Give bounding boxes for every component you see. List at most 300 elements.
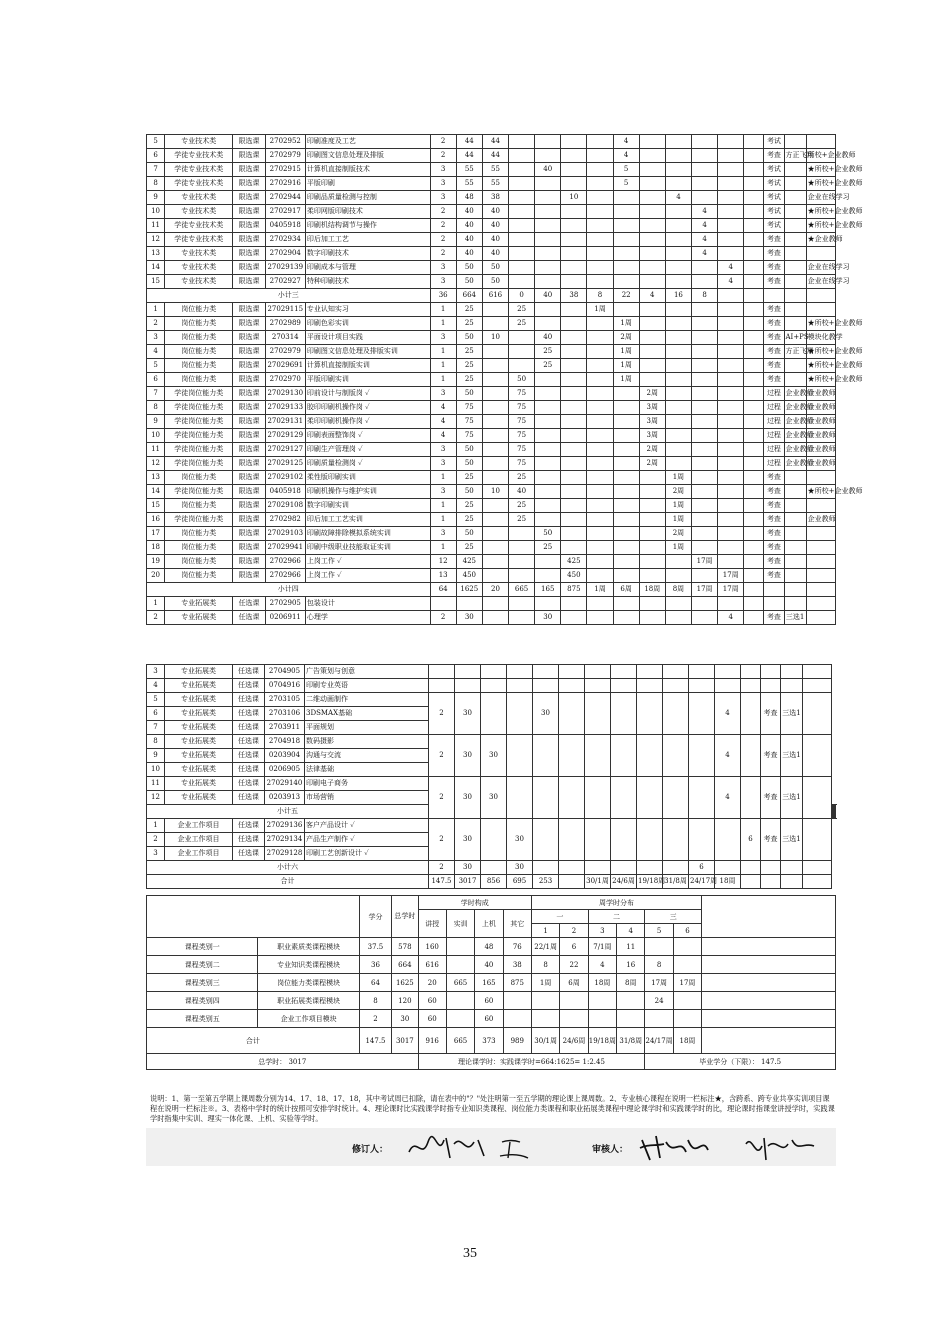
- table-cell: 2702915: [265, 163, 305, 177]
- table-cell: [692, 527, 718, 541]
- table-cell: 373: [475, 1028, 503, 1054]
- table-cell: 425: [456, 555, 482, 569]
- table-cell: [639, 569, 665, 583]
- table-cell: [561, 429, 587, 443]
- table-cell: 40: [482, 219, 508, 233]
- table-cell: 27029133: [265, 401, 305, 415]
- table-cell: 企业教师: [806, 513, 835, 527]
- table-cell: 岗位能力类: [165, 527, 233, 541]
- table-cell: 2周: [665, 527, 691, 541]
- table-cell: 考查: [764, 569, 784, 583]
- table-cell: [803, 861, 832, 875]
- table-cell: 27029128: [265, 847, 305, 861]
- table-cell: 平版印刷实训: [305, 373, 430, 387]
- table-cell: [744, 541, 764, 555]
- table-cell: 664: [456, 289, 482, 303]
- table-cell: 印刷专业英语: [305, 679, 429, 693]
- table-cell: 4: [718, 275, 744, 289]
- table-cell: 15: [147, 499, 165, 513]
- table-cell: 38: [561, 289, 587, 303]
- table-cell: 1: [430, 513, 456, 527]
- table-cell: [665, 387, 691, 401]
- table-cell: [587, 205, 613, 219]
- table-cell: [718, 191, 744, 205]
- table-cell: 665: [509, 583, 535, 597]
- table-cell: [784, 373, 806, 387]
- table-cell: 25: [535, 345, 561, 359]
- table-cell: 2702952: [265, 135, 305, 149]
- table-cell: ★所校+企业教师: [806, 345, 835, 359]
- table-cell: [744, 597, 764, 611]
- footer-total-hours: 总学时： 3017: [147, 1054, 419, 1070]
- table-cell: 12: [147, 791, 165, 805]
- table-cell: [613, 219, 639, 233]
- table-cell: 10: [147, 429, 165, 443]
- table-cell: 36: [430, 289, 456, 303]
- table-cell: [744, 289, 764, 303]
- table-cell: ★所校+企业教师: [806, 205, 835, 219]
- table-cell: [639, 331, 665, 345]
- table-cell: 2: [430, 247, 456, 261]
- table-cell: 企业在线学习: [806, 191, 835, 205]
- table-cell: 学徒专业技术类: [165, 163, 233, 177]
- table-cell: [744, 387, 764, 401]
- table-cell: 38: [482, 191, 508, 205]
- table-cell: 50: [456, 331, 482, 345]
- table-cell: 1周: [665, 471, 691, 485]
- table-cell: 专业认知实习: [305, 303, 430, 317]
- revise-label: 修订人：: [352, 1145, 389, 1155]
- table-cell: [535, 471, 561, 485]
- table-cell: [535, 247, 561, 261]
- table-cell: 限选课: [233, 527, 265, 541]
- table-cell: [665, 359, 691, 373]
- table-cell: 岗位能力类: [165, 303, 233, 317]
- table-cell: [806, 555, 835, 569]
- table-cell: 3: [430, 163, 456, 177]
- table-cell: 44: [456, 149, 482, 163]
- table-cell: [509, 275, 535, 289]
- table-cell: 学徒岗位能力类: [165, 429, 233, 443]
- table-cell: [535, 191, 561, 205]
- table-row: [147, 429, 836, 443]
- table-cell: [587, 219, 613, 233]
- table-cell: 4: [715, 777, 741, 819]
- table-cell: [561, 457, 587, 471]
- table-cell: 1625: [456, 583, 482, 597]
- table-cell: 考查: [764, 359, 784, 373]
- table-cell: 875: [503, 974, 531, 992]
- table-cell: [784, 177, 806, 191]
- table-cell: [585, 735, 611, 777]
- table-cell: 50: [456, 261, 482, 275]
- table-cell: 27029941: [265, 541, 305, 555]
- reviewer-signature: [636, 1130, 826, 1164]
- table-cell: 147.5: [359, 1028, 391, 1054]
- table-cell: 任选课: [233, 665, 265, 679]
- table-cell: [535, 205, 561, 219]
- table-cell: 24/6周: [611, 875, 637, 889]
- table-cell: [639, 205, 665, 219]
- table-cell: 方正飞翔: [784, 149, 806, 163]
- header-hours: 总学时: [392, 896, 418, 938]
- table-cell: 4: [639, 289, 665, 303]
- table-cell: 3周: [639, 401, 665, 415]
- table-cell: 专业拓展类: [165, 721, 233, 735]
- table-cell: [587, 191, 613, 205]
- table-cell: [665, 219, 691, 233]
- table-cell: [741, 777, 761, 819]
- table-cell: 考试: [764, 191, 784, 205]
- table-cell: [639, 527, 665, 541]
- table-cell: 任选课: [233, 791, 265, 805]
- table-cell: [663, 665, 689, 679]
- table-cell: 合计: [147, 1028, 360, 1054]
- table-cell: [561, 471, 587, 485]
- table-cell: [718, 485, 744, 499]
- table-cell: 企业工作项目: [165, 819, 233, 833]
- table-cell: [744, 149, 764, 163]
- table-cell: [482, 527, 508, 541]
- table-cell: 学徒岗位能力类: [165, 457, 233, 471]
- table-cell: 学徒专业技术类: [165, 149, 233, 163]
- table-cell: 1周: [613, 317, 639, 331]
- table-cell: 考查: [764, 485, 784, 499]
- table-cell: 专业拓展类: [165, 763, 233, 777]
- table-cell: 11: [617, 938, 645, 956]
- table-cell: 4: [718, 611, 744, 625]
- table-cell: 广告策划与创意: [305, 665, 429, 679]
- table-cell: 27029131: [265, 415, 305, 429]
- table-cell: 印刷表面整饰岗 ✓: [305, 429, 430, 443]
- table-cell: 三选1: [781, 819, 803, 861]
- table-cell: [692, 331, 718, 345]
- table-cell: [718, 401, 744, 415]
- table-row: [147, 331, 836, 345]
- table-cell: [559, 861, 585, 875]
- table-cell: 19/18周: [637, 875, 663, 889]
- table-cell: [639, 359, 665, 373]
- table-cell: 25: [509, 499, 535, 513]
- table-cell: 1周: [613, 373, 639, 387]
- table-cell: 1: [147, 597, 165, 611]
- table-cell: [561, 135, 587, 149]
- table-cell: 2703106: [265, 707, 305, 721]
- table-cell: [718, 387, 744, 401]
- table-cell: [587, 471, 613, 485]
- table-cell: 30: [507, 861, 533, 875]
- table-cell: 考试: [764, 177, 784, 191]
- table-cell: [535, 275, 561, 289]
- table-row: [147, 359, 836, 373]
- table-cell: [665, 275, 691, 289]
- table-cell: 17周: [692, 555, 718, 569]
- table-cell: [784, 135, 806, 149]
- table-cell: 17周: [718, 569, 744, 583]
- table-cell: 考查: [764, 499, 784, 513]
- table-cell: [533, 861, 559, 875]
- table-cell: [535, 373, 561, 387]
- table-cell: 1: [430, 541, 456, 555]
- table-cell: [587, 177, 613, 191]
- table-cell: 40: [535, 289, 561, 303]
- table-cell: [784, 597, 806, 611]
- table-cell: 25: [535, 541, 561, 555]
- table-cell: 6: [147, 149, 165, 163]
- table-cell: 专业拓展类: [165, 777, 233, 791]
- table-cell: 专业技术类: [165, 275, 233, 289]
- table-cell: [784, 471, 806, 485]
- table-cell: [611, 777, 637, 819]
- table-cell: 2: [430, 205, 456, 219]
- table-cell: [509, 247, 535, 261]
- table-cell: 专业知识类课程模块: [258, 956, 359, 974]
- table-cell: 任选课: [233, 721, 265, 735]
- table-cell: 27029127: [265, 443, 305, 457]
- table-cell: 15: [147, 275, 165, 289]
- table-cell: 学徒岗位能力类: [165, 485, 233, 499]
- table-cell: 30: [455, 693, 481, 735]
- table-cell: 限选课: [233, 555, 265, 569]
- table-cell: 任选课: [233, 735, 265, 749]
- table-cell: [784, 583, 806, 597]
- table-cell: [639, 471, 665, 485]
- table-cell: [560, 1010, 588, 1028]
- table-row: [147, 149, 836, 163]
- table-cell: 3周: [639, 415, 665, 429]
- table-cell: [561, 345, 587, 359]
- table-cell: 考查: [764, 261, 784, 275]
- table-cell: [429, 679, 455, 693]
- table-cell: 1: [430, 373, 456, 387]
- table-cell: [764, 583, 784, 597]
- table-cell: [531, 992, 559, 1010]
- table-cell: 0206905: [265, 763, 305, 777]
- table-cell: 3017: [455, 875, 481, 889]
- table-cell: [806, 289, 835, 303]
- table-cell: [692, 177, 718, 191]
- table-row: [147, 163, 836, 177]
- table-cell: [535, 457, 561, 471]
- table-cell: 916: [418, 1028, 446, 1054]
- table-cell: 印刷色彩实训: [305, 317, 430, 331]
- table-cell: 专业拓展类: [165, 665, 233, 679]
- table-cell: 考查: [764, 275, 784, 289]
- table-row: [147, 135, 836, 149]
- table-cell: 过程: [764, 415, 784, 429]
- table-cell: 450: [561, 569, 587, 583]
- table-cell: [535, 177, 561, 191]
- table-cell: ★所校+企业教师: [806, 317, 835, 331]
- table-cell: [482, 373, 508, 387]
- course-table-part1: [146, 134, 863, 625]
- table-cell: [533, 735, 559, 777]
- table-cell: 课程类别一: [147, 938, 258, 956]
- table-cell: [482, 429, 508, 443]
- table-cell: [587, 373, 613, 387]
- table-cell: [665, 443, 691, 457]
- table-cell: [784, 289, 806, 303]
- table-cell: 模块化教学: [806, 331, 835, 345]
- table-cell: 13: [430, 569, 456, 583]
- table-cell: [781, 875, 803, 889]
- table-cell: [744, 275, 764, 289]
- table-cell: [806, 303, 835, 317]
- table-row: [147, 679, 836, 693]
- review-label: 审核人：: [592, 1145, 629, 1155]
- table-cell: 165: [535, 583, 561, 597]
- table-cell: 25: [456, 513, 482, 527]
- table-cell: [761, 861, 781, 875]
- header-computer: 上机: [475, 910, 503, 938]
- table-cell: 50: [482, 275, 508, 289]
- table-cell: ★所校+企业教师: [806, 373, 835, 387]
- table-cell: 平面规划: [305, 721, 429, 735]
- table-cell: [509, 331, 535, 345]
- table-cell: 1周: [665, 499, 691, 513]
- table-cell: [784, 261, 806, 275]
- table-cell: 考试: [764, 219, 784, 233]
- table-row: [147, 611, 836, 625]
- table-cell: 10: [147, 763, 165, 777]
- table-cell: [718, 205, 744, 219]
- table-cell: [509, 541, 535, 555]
- table-cell: 2702916: [265, 177, 305, 191]
- table-cell: [718, 177, 744, 191]
- table-cell: [806, 597, 835, 611]
- table-cell: [744, 429, 764, 443]
- table-cell: [613, 205, 639, 219]
- table-cell: 考查: [764, 233, 784, 247]
- table-cell: [715, 819, 741, 861]
- table-cell: [637, 819, 663, 861]
- table-row: [147, 261, 836, 275]
- table-cell: 考试: [764, 205, 784, 219]
- table-cell: 企业在线学习: [806, 261, 835, 275]
- table-cell: 专业技术类: [165, 191, 233, 205]
- table-cell: [587, 331, 613, 345]
- table-cell: 50: [456, 387, 482, 401]
- table-cell: [744, 485, 764, 499]
- table-cell: 过程: [764, 443, 784, 457]
- table-cell: 2周: [613, 331, 639, 345]
- table-cell: [702, 956, 836, 974]
- table-cell: [535, 415, 561, 429]
- table-cell: 1: [531, 924, 559, 938]
- table-cell: 5: [147, 693, 165, 707]
- table-cell: [744, 163, 764, 177]
- table-cell: 6: [147, 707, 165, 721]
- table-row: [147, 665, 836, 679]
- table-cell: 2702979: [265, 345, 305, 359]
- table-cell: 38: [503, 956, 531, 974]
- table-cell: 2周: [639, 443, 665, 457]
- table-cell: 4: [613, 149, 639, 163]
- table-cell: 考查: [761, 735, 781, 777]
- table-cell: [689, 679, 715, 693]
- table-cell: 2702934: [265, 233, 305, 247]
- table-cell: 考查: [764, 541, 784, 555]
- table-cell: [482, 387, 508, 401]
- table-cell: [803, 665, 832, 679]
- table-row: [147, 177, 836, 191]
- table-cell: 64: [359, 974, 391, 992]
- table-cell: 12: [147, 457, 165, 471]
- table-cell: [784, 317, 806, 331]
- table-cell: 4: [147, 345, 165, 359]
- summary-table: [146, 895, 836, 1070]
- table-cell: [692, 303, 718, 317]
- table-cell: [663, 777, 689, 819]
- table-cell: 任选课: [233, 819, 265, 833]
- table-cell: [613, 499, 639, 513]
- table-cell: [692, 457, 718, 471]
- table-cell: 考查: [764, 303, 784, 317]
- table-cell: [535, 555, 561, 569]
- table-cell: 企业教师: [806, 443, 835, 457]
- table-cell: [806, 527, 835, 541]
- table-cell: 考试: [764, 163, 784, 177]
- table-cell: [637, 861, 663, 875]
- table-cell: 二维动画制作: [305, 693, 429, 707]
- table-cell: 6周: [613, 583, 639, 597]
- table-cell: 专业拓展类: [165, 707, 233, 721]
- table-cell: [744, 457, 764, 471]
- table-cell: [784, 247, 806, 261]
- table-cell: 165: [475, 974, 503, 992]
- table-cell: 课程类别五: [147, 1010, 258, 1028]
- table-cell: 40: [509, 485, 535, 499]
- table-cell: 1: [430, 471, 456, 485]
- table-cell: 限选课: [233, 569, 265, 583]
- table-cell: 50: [456, 275, 482, 289]
- table-cell: [509, 219, 535, 233]
- footer-ratio: 理论课学时：实践课学时=664:1625= 1:2.45: [418, 1054, 645, 1070]
- table-cell: 印刷品质量检测与控制: [305, 191, 430, 205]
- table-cell: [718, 541, 744, 555]
- table-cell: [561, 359, 587, 373]
- table-cell: 25: [509, 317, 535, 331]
- table-cell: 限选课: [233, 541, 265, 555]
- table-cell: 任选课: [233, 847, 265, 861]
- table-cell: 学徒岗位能力类: [165, 401, 233, 415]
- table-cell: [482, 555, 508, 569]
- table-cell: [665, 233, 691, 247]
- table-cell: 1周: [613, 359, 639, 373]
- table-cell: [587, 527, 613, 541]
- table-cell: 19: [147, 555, 165, 569]
- table-cell: 30: [481, 777, 507, 819]
- table-cell: [741, 735, 761, 777]
- table-cell: [784, 499, 806, 513]
- table-cell: 253: [533, 875, 559, 889]
- table-cell: [744, 527, 764, 541]
- table-cell: 50: [535, 527, 561, 541]
- table-cell: 18周: [639, 583, 665, 597]
- table-cell: 心理学: [305, 611, 430, 625]
- table-cell: 岗位能力类: [165, 331, 233, 345]
- table-row: [147, 735, 836, 749]
- table-cell: [429, 665, 455, 679]
- table-cell: 小计六: [147, 861, 429, 875]
- table-row: [147, 471, 836, 485]
- table-cell: 40: [456, 205, 482, 219]
- table-cell: 岗位能力类: [165, 499, 233, 513]
- table-cell: 考查: [764, 149, 784, 163]
- table-row: [147, 499, 836, 513]
- table-cell: 岗位能力类: [165, 569, 233, 583]
- table-cell: 25: [456, 471, 482, 485]
